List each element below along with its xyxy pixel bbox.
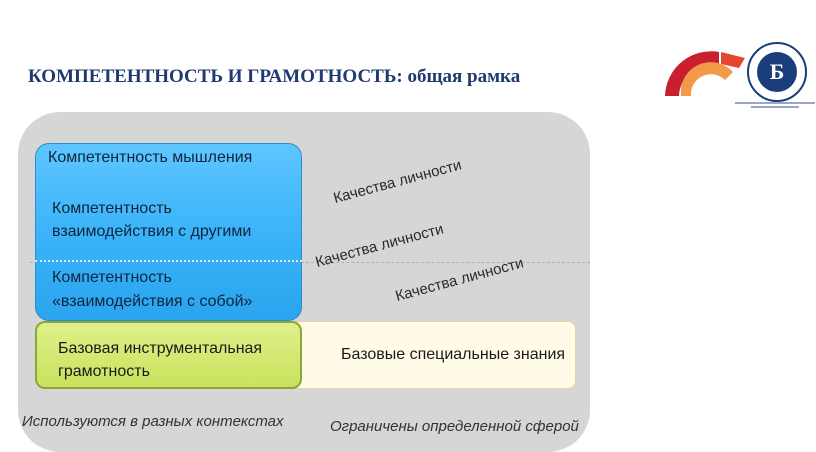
competence-others-line1: Компетентность bbox=[52, 200, 172, 217]
bottom-left-caption: Используются в разных контекстах bbox=[22, 413, 284, 430]
competence-others-line2: взаимодействия с другими bbox=[52, 223, 252, 240]
seal-letter: Б bbox=[757, 52, 797, 92]
special-knowledge-text: Базовые специальные знания bbox=[341, 346, 566, 363]
slide-title: КОМПЕТЕНТНОСТЬ И ГРАМОТНОСТЬ: общая рамка bbox=[28, 66, 521, 87]
competence-self-line2: «взаимодействия с собой» bbox=[52, 293, 253, 310]
institute-logo-arc bbox=[659, 44, 751, 104]
literacy-line2: грамотность bbox=[58, 363, 150, 380]
bottom-right-caption: Ограничены определенной сферой bbox=[330, 418, 579, 435]
personal-qualities-label: Качества личности bbox=[331, 156, 464, 207]
personal-qualities-label: Качества личности bbox=[313, 220, 446, 271]
literacy-line1: Базовая инструментальная bbox=[58, 340, 263, 357]
personal-qualities-label: Качества личности bbox=[393, 254, 526, 305]
competence-thinking: Компетентность мышления bbox=[48, 149, 253, 166]
competence-separator bbox=[35, 260, 302, 262]
logo-caption-lines bbox=[735, 102, 815, 110]
competence-self-line1: Компетентность bbox=[52, 269, 172, 286]
logo-group bbox=[655, 40, 815, 120]
hse-seal-icon bbox=[747, 42, 807, 102]
